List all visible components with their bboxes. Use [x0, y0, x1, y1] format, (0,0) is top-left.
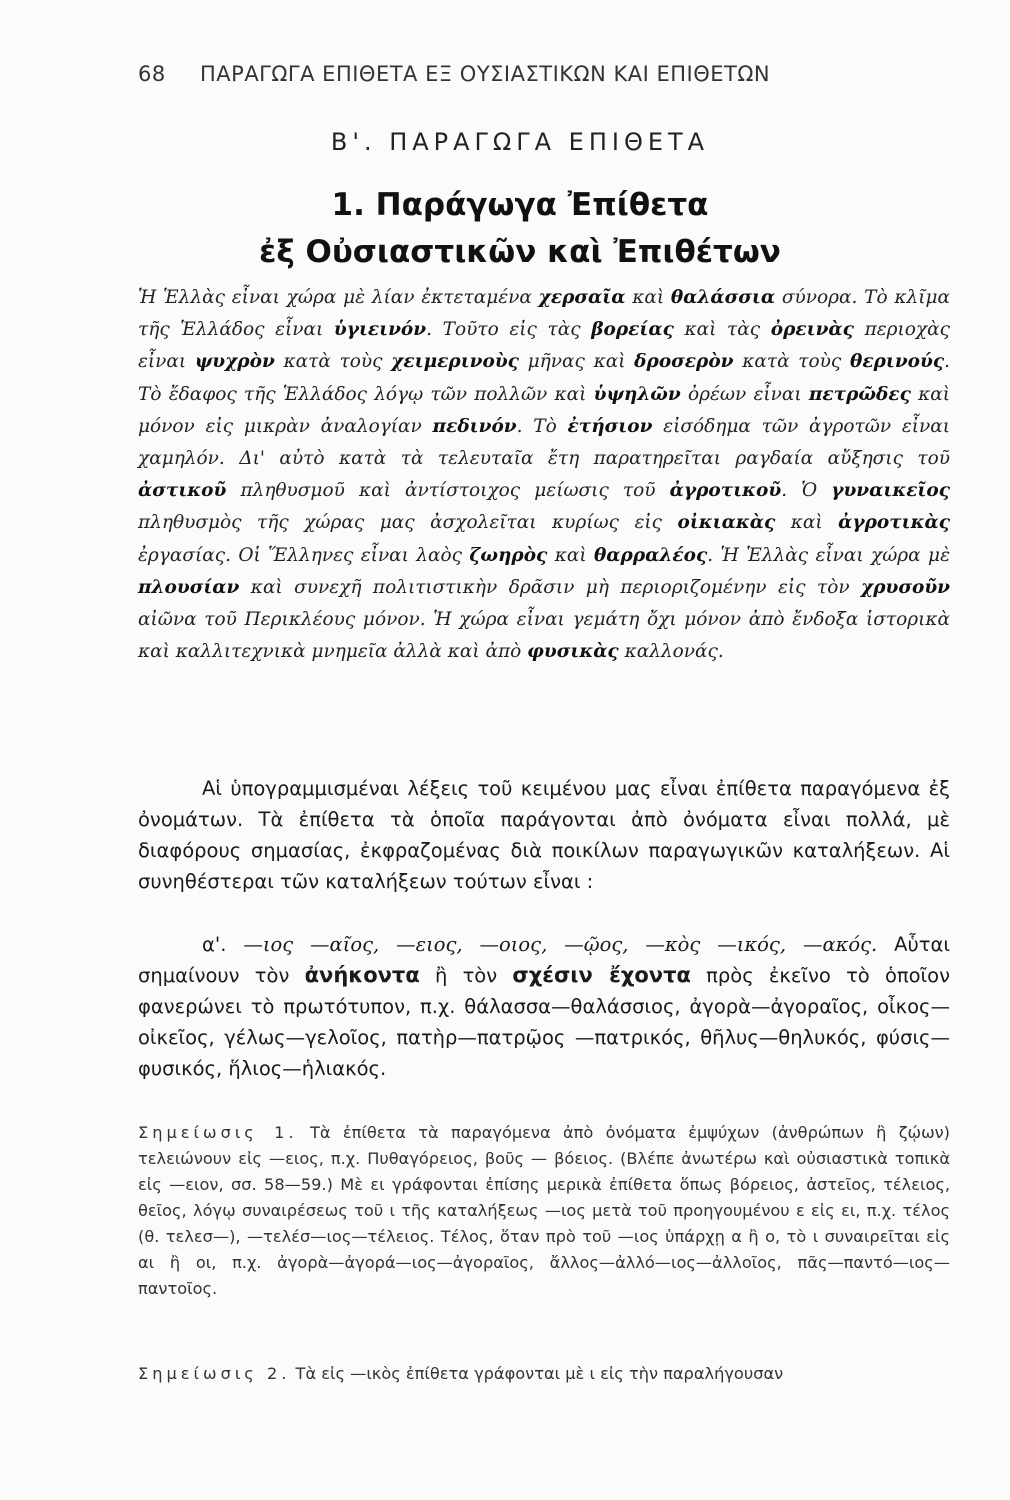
highlighted-adjective: ψυχρὸν	[194, 351, 275, 373]
highlighted-adjective: γυναικεῖος	[831, 480, 950, 502]
highlighted-adjective: δροσερὸν	[634, 351, 734, 373]
passage-text: περιοχὰς εἶναι	[138, 319, 950, 373]
paragraph-intro: Αἱ ὑπογραμμισμέναι λέξεις τοῦ κειμένου μας εἶναι ἐπίθετα παραγόμενα ἐξ ὀνομάτων. Τὰ ἐπίθετα τὰ ὁποῖα παράγονται ἀπὸ ὀνόματα εἶναι πολλά, μὲ διαφόρους σημασίας, ἐκφραζομένας διὰ ποικίλων παραγωγικῶν καταλήξεων. Αἱ συνηθέστεραι τῶν καταλήξεων τούτων εἶναι :	[138, 777, 950, 893]
passage-text: καλλονάς.	[618, 641, 724, 663]
passage-text: καὶ τὰς	[673, 319, 771, 341]
emphasis-relation: σχέσιν ἔχοντα	[512, 963, 691, 987]
passage-text: αἰῶνα τοῦ Περικλέους μόνον. Ἡ χώρα εἶναι γεμάτη ὄχι μόνον ἀπὸ ἔνδοξα ἱστορικὰ καὶ καλλιτεχνικὰ μνημεῖα ἀλλὰ καὶ ἀπὸ	[138, 609, 950, 663]
passage-text: πληθυσμοῦ καὶ ἀντίστοιχος μείωσις τοῦ	[226, 480, 670, 502]
highlighted-adjective: πλουσίαν	[138, 576, 240, 598]
passage-text: καὶ	[775, 512, 839, 534]
passage-text: . Τοῦτο εἰς τὰς	[426, 319, 592, 341]
section-heading: Β'. ΠΑΡΑΓΩΓΑ ΕΠΙΘΕΤΑ	[330, 128, 710, 156]
running-title: ΠΑΡΑΓΩΓΑ ΕΠΙΘΕΤΑ ΕΞ ΟΥΣΙΑΣΤΙΚΩΝ ΚΑΙ ΕΠΙΘΕΤΩΝ	[200, 62, 771, 86]
passage-text: . Τὸ ἔδαφος τῆς Ἑλλάδος λόγῳ τῶν πολλῶν καὶ	[138, 351, 951, 405]
highlighted-adjective: ἐτήσιον	[567, 415, 653, 437]
note-1	[138, 1120, 950, 1302]
highlighted-adjective: θαρραλέος	[593, 544, 708, 566]
passage-text: . Τὸ	[516, 415, 568, 437]
highlighted-adjective: πεδινόν	[432, 415, 517, 437]
highlighted-adjective: ὑγιεινόν	[333, 319, 427, 341]
passage-text: . Ὁ	[781, 480, 832, 502]
highlighted-adjective: χερσαῖα	[538, 287, 626, 308]
highlighted-adjective: ἀγροτικὰς	[838, 512, 950, 534]
passage-text: κατὰ τοὺς	[274, 351, 392, 373]
emphasis-belonging: ἀνήκοντα	[304, 963, 420, 987]
passage-text: ἐργασίας. Οἱ Ἕλληνες εἶναι λαὸς	[138, 544, 470, 566]
paragraph-alpha-text-b: ἢ τὸν	[419, 964, 513, 987]
paragraph-alpha	[138, 929, 950, 1084]
highlighted-adjective: ὀρεινὰς	[770, 319, 854, 341]
highlighted-adjective: βορείας	[591, 319, 674, 341]
chapter-title	[0, 182, 1010, 276]
note-2-text: Τὰ εἰς —ικὸς ἐπίθετα γράφονται μὲ ι εἰς τὴν παραλήγουσαν	[290, 1364, 784, 1383]
passage-text: καὶ συνεχῆ πολιτιστικὴν δρᾶσιν μὴ περιοριζομένην εἰς τὸν	[239, 576, 862, 598]
running-header	[138, 62, 868, 92]
highlighted-adjective: ζωηρὸς	[469, 544, 548, 566]
reading-passage	[138, 282, 950, 668]
chapter-title-line-1: 1. Παράγωγα Ἐπίθετα	[331, 187, 709, 223]
passage-text: σύνορα. Τὸ κλῖμα τῆς Ἑλλάδος εἶναι	[138, 287, 950, 341]
highlighted-adjective: ὑψηλῶν	[593, 383, 681, 405]
note-2-label: Σημείωσις 2.	[138, 1364, 291, 1383]
note-1-label: Σημείωσις 1.	[138, 1123, 298, 1142]
highlighted-adjective: θερινούς	[850, 351, 945, 373]
highlighted-adjective: πετρῶδες	[808, 383, 911, 405]
highlighted-adjective: θαλάσσια	[670, 287, 776, 308]
passage-text: καὶ	[625, 287, 671, 308]
paragraph-alpha-text-a: Αὗται σημαίνουν τὸν	[138, 933, 950, 987]
page-number: 68	[138, 62, 166, 86]
paragraph-alpha-label: α'.	[202, 933, 227, 956]
passage-text: ὀρέων εἶναι	[680, 383, 809, 405]
highlighted-adjective: χειμερινοὺς	[391, 351, 519, 373]
highlighted-adjective: χρυσοῦν	[861, 576, 950, 598]
highlighted-adjective: ἀγροτικοῦ	[669, 480, 782, 502]
suffix-endings: —ιος —αῖος, —ειος, —οιος, —ῷος, —κὸς —ικός, —ακός.	[226, 933, 878, 956]
passage-text: καὶ μόνον εἰς μικρὰν ἀναλογίαν	[138, 383, 951, 437]
passage-text: . Ἡ Ἑλλὰς εἶναι χώρα μὲ	[707, 544, 951, 566]
passage-text: καὶ	[547, 544, 594, 566]
passage-text: πληθυσμὸς τῆς χώρας μας ἀσχολεῖται κυρίως εἰς	[138, 512, 678, 534]
passage-text: μῆνας καὶ	[518, 351, 635, 373]
note-1-text: Τὰ ἐπίθετα τὰ παραγόμενα ἀπὸ ὀνόματα ἐμψύχων (ἀνθρώπων ἢ ζῴων) τελειώνουν εἰς —ειος, π.χ. Πυθαγόρειος, βοῦς — βόειος. (Βλέπε ἀνωτέρω καὶ οὐσιαστικὰ τοπικὰ εἰς —ειον, σσ. 58—59.) Μὲ ει γράφονται ἐπίσης μερικὰ ἐπίθετα ὅπως βόρειος, ἀστεῖος, τέλειος, θεῖος, λόγῳ συναιρέσεως τοῦ ι τῆς καταλήξεως —ιος μετὰ τοῦ προηγουμένου ε εἰς ει, π.χ. τέλος (θ. τελεσ—), —τελέσ—ιος—τέλειος. Τέλος, ὅταν πρὸ τοῦ —ιος ὑπάρχῃ α ἢ ο, τὸ ι συναιρεῖται εἰς αι ἢ οι, π.χ. ἀγορὰ—ἀγορά—ιος—ἀγοραῖος, ἄλλος—ἀλλό—ιος—ἀλλοῖος, πᾶς—παντό—ιος—παντοῖος.	[138, 1123, 950, 1298]
chapter-title-line-2: ἐξ Οὐσιαστικῶν καὶ Ἐπιθέτων	[259, 234, 781, 270]
note-2	[138, 1361, 950, 1387]
passage-text: εἰσόδημα τῶν ἀγροτῶν εἶναι χαμηλόν. Δι' αὐτὸ κατὰ τὰ τελευταῖα ἔτη παρατηρεῖται ραγδαία αὔξησις τοῦ	[138, 415, 950, 470]
highlighted-adjective: ἀστικοῦ	[138, 480, 227, 502]
highlighted-adjective: οἰκιακὰς	[677, 512, 776, 534]
paragraph-alpha-text-c: πρὸς ἐκεῖνο τὸ ὁποῖον φανερώνει τὸ πρωτότυπον, π.χ. θάλασσα—θαλάσσιος, ἀγορὰ—ἀγοραῖος, οἶκος—οἰκεῖος, γέλως—γελοῖος, πατὴρ—πατρῷος —πατρικός, θῆλυς—θηλυκός, φύσις—φυσικός, ἥλιος—ἡλιακός.	[138, 964, 950, 1080]
passage-text: Ἡ Ἑλλὰς εἶναι χώρα μὲ λίαν ἐκτεταμένα	[138, 287, 539, 308]
passage-text: κατὰ τοὺς	[733, 351, 850, 373]
highlighted-adjective: φυσικὰς	[527, 641, 619, 663]
